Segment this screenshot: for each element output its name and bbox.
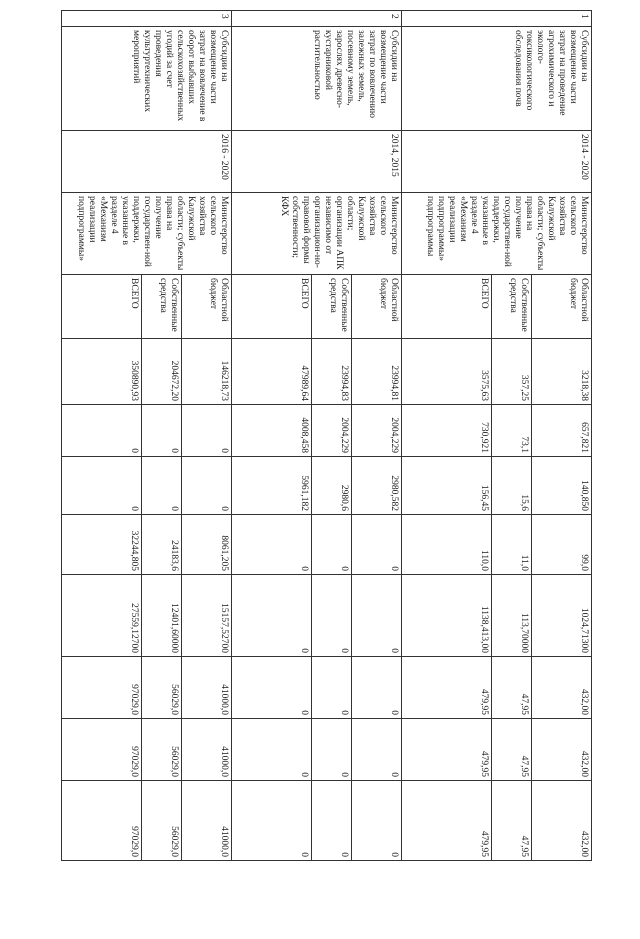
amount-cell: 432,00 <box>532 719 592 781</box>
measure-name: Субсидии на возмещение части затрат по вовлечению залежных земель, посевному земель, зарослях древесно-кустарниковой растительностью <box>232 27 402 131</box>
amount-cell: 97029,0 <box>62 719 142 781</box>
amount-cell: 41000,0 <box>182 781 232 861</box>
amount-cell: 2980,582 <box>352 457 402 515</box>
amount-cell: 657,821 <box>532 405 592 457</box>
executor: Министерство сельского хозяйства Калужской области; организации АПК независимо от организацион-но-правовой формы собственности; КФХ <box>232 193 402 275</box>
amount-cell: 432,00 <box>532 781 592 861</box>
funding-source: Областной бюджет <box>532 275 592 339</box>
amount-cell: 357,25 <box>492 339 532 405</box>
amount-cell: 0 <box>232 515 312 575</box>
amount-cell: 97029,0 <box>62 781 142 861</box>
amount-cell: 24183,6 <box>142 515 182 575</box>
amount-cell: 47,95 <box>492 781 532 861</box>
row-number: 1 <box>402 11 592 27</box>
rotated-table-container <box>40 0 600 905</box>
amount-cell: 0 <box>182 405 232 457</box>
amount-cell: 0 <box>142 405 182 457</box>
amount-cell: 1138,413,00 <box>402 575 492 657</box>
funding-source: ВСЕГО <box>402 275 492 339</box>
amount-cell: 0 <box>352 781 402 861</box>
table-row <box>352 11 402 939</box>
amount-cell: 0 <box>232 719 312 781</box>
amount-cell: 0 <box>352 515 402 575</box>
amount-cell: 350890,93 <box>62 339 142 405</box>
amount-cell: 0 <box>352 657 402 719</box>
amount-cell: 0 <box>312 575 352 657</box>
amount-cell: 146218,73 <box>182 339 232 405</box>
amount-cell: 479,95 <box>402 657 492 719</box>
amount-cell: 4008,458 <box>232 405 312 457</box>
period: 2014, 2015 <box>232 131 402 193</box>
amount-cell: 2004,229 <box>352 405 402 457</box>
amount-cell: 730,921 <box>402 405 492 457</box>
amount-cell: 0 <box>312 719 352 781</box>
amount-cell: 0 <box>312 657 352 719</box>
amount-cell: 27559,12700 <box>62 575 142 657</box>
amount-cell: 23994,81 <box>352 339 402 405</box>
amount-cell: 204672,20 <box>142 339 182 405</box>
table-row <box>182 11 232 939</box>
amount-cell: 0 <box>232 781 312 861</box>
table-body <box>62 11 592 939</box>
amount-cell: 2980,6 <box>312 457 352 515</box>
row-number: 2 <box>232 11 402 27</box>
executor: Министерство сельского хозяйства Калужской области; субъекты права на получение государствен-ной поддержки, указанные в разделе 4 «Механизм реализации подпрограммы» <box>62 193 232 275</box>
amount-cell: 11,0 <box>492 515 532 575</box>
amount-cell: 32244,805 <box>62 515 142 575</box>
amount-cell: 47,95 <box>492 719 532 781</box>
amount-cell: 113,70000 <box>492 575 532 657</box>
amount-cell: 0 <box>312 515 352 575</box>
amount-cell: 479,95 <box>402 781 492 861</box>
funding-source: Областной бюджет <box>352 275 402 339</box>
amount-cell: 56029,0 <box>142 657 182 719</box>
funding-source: Собственные средства <box>142 275 182 339</box>
amount-cell: 12401,60000 <box>142 575 182 657</box>
period: 2014 - 2020 <box>402 131 592 193</box>
amount-cell: 156,45 <box>402 457 492 515</box>
amount-cell: 0 <box>352 719 402 781</box>
amount-cell: 0 <box>232 575 312 657</box>
amount-cell: 47,95 <box>492 657 532 719</box>
measure-name: Субсидии на возмещение части затрат на вовлечение в оборот выбывших сельскохозяйственных угодий за счет проведения культуртехнических мероприятий <box>62 27 232 131</box>
amount-cell: 110,0 <box>402 515 492 575</box>
amount-cell: 56029,0 <box>142 781 182 861</box>
funding-table <box>61 10 592 939</box>
funding-source: Собственные средства <box>312 275 352 339</box>
amount-cell: 3218,38 <box>532 339 592 405</box>
funding-source: Собственные средства <box>492 275 532 339</box>
amount-cell: 432,00 <box>532 657 592 719</box>
amount-cell: 15,6 <box>492 457 532 515</box>
amount-cell: 2004,229 <box>312 405 352 457</box>
row-number: 3 <box>62 11 232 27</box>
amount-cell: 56029,0 <box>142 719 182 781</box>
measure-name: Субсидии на возмещение части затрат на проведение агрохимического и эколого-токсикологического обследования почв <box>402 27 592 131</box>
amount-cell: 0 <box>312 781 352 861</box>
amount-cell: 0 <box>352 575 402 657</box>
amount-cell: 47989,64 <box>232 339 312 405</box>
amount-cell: 8061,205 <box>182 515 232 575</box>
amount-cell: 5961,182 <box>232 457 312 515</box>
funding-source: ВСЕГО <box>232 275 312 339</box>
amount-cell: 140,850 <box>532 457 592 515</box>
amount-cell: 0 <box>62 457 142 515</box>
funding-source: ВСЕГО <box>62 275 142 339</box>
table-row <box>532 11 592 939</box>
amount-cell: 479,95 <box>402 719 492 781</box>
amount-cell: 41000,0 <box>182 657 232 719</box>
amount-cell: 97029,0 <box>62 657 142 719</box>
amount-cell: 23994,83 <box>312 339 352 405</box>
amount-cell: 0 <box>62 405 142 457</box>
amount-cell: 0 <box>182 457 232 515</box>
amount-cell: 0 <box>232 657 312 719</box>
amount-cell: 99,0 <box>532 515 592 575</box>
amount-cell: 15157,52700 <box>182 575 232 657</box>
amount-cell: 41000,0 <box>182 719 232 781</box>
period: 2016 - 2020 <box>62 131 232 193</box>
amount-cell: 3575,63 <box>402 339 492 405</box>
amount-cell: 73,1 <box>492 405 532 457</box>
amount-cell: 0 <box>142 457 182 515</box>
amount-cell: 1024,71300 <box>532 575 592 657</box>
funding-source: Областной бюджет <box>182 275 232 339</box>
executor: Министерство сельского хозяйства Калужской области; субъекты права на получение государствен-ной поддержки, указанные в разделе 4 «Механизм реализации подпрограммы» подпрограммы <box>402 193 592 275</box>
